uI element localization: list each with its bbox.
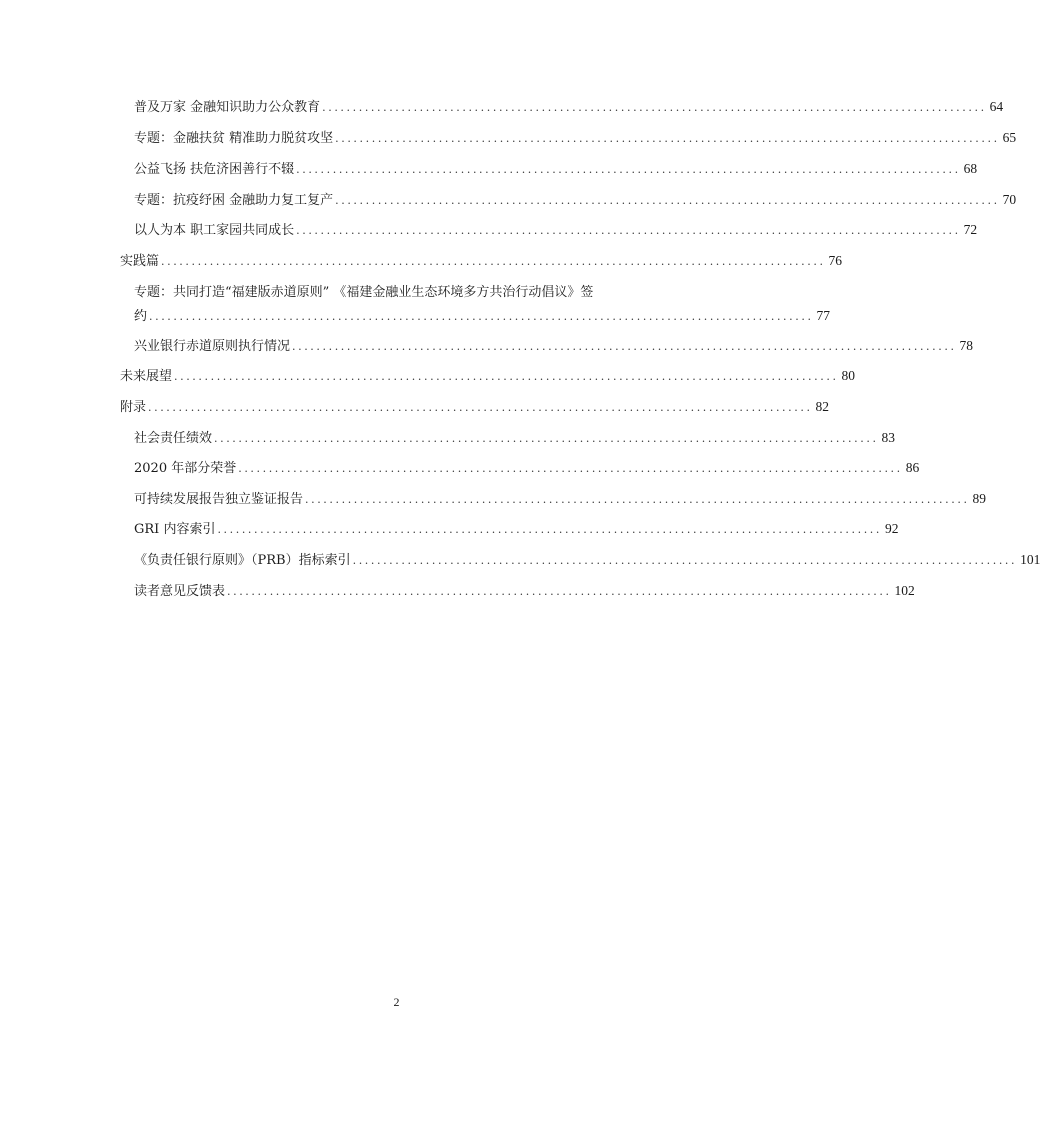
toc-entry[interactable] <box>134 428 896 448</box>
toc-entry[interactable] <box>134 519 899 539</box>
toc-entry-page: 83 <box>881 430 896 445</box>
toc-leader-dots: ............................................................................................................. <box>352 554 1018 567</box>
toc-entry-title: 2020 年部分荣誉 <box>134 461 237 476</box>
toc-entry-title: 读者意见反馈表 <box>134 584 226 599</box>
toc-entry-page: 76 <box>828 253 843 268</box>
toc-leader-dots: ............................................................................................................. <box>335 194 1000 207</box>
toc-entry-title: 专题：金融扶贫 精准助力脱贫攻坚 <box>134 131 334 146</box>
toc-leader-dots: ............................................................................................................. <box>161 255 826 268</box>
toc-leader-dots: ............................................................................................................. <box>292 340 957 353</box>
toc-entry[interactable] <box>134 97 1004 117</box>
toc-entry[interactable] <box>134 489 987 509</box>
toc-entry[interactable] <box>134 306 831 326</box>
toc-entry[interactable] <box>134 128 1017 148</box>
toc-entry[interactable] <box>134 581 915 601</box>
page-number: 2 <box>393 995 400 1009</box>
toc-entry-page: 65 <box>1002 130 1017 145</box>
toc-entry[interactable] <box>134 190 1017 210</box>
toc-entry-title: GRI 内容索引 <box>134 522 216 537</box>
toc-entry-page: 92 <box>884 521 899 536</box>
toc-leader-dots: ............................................................................................................. <box>217 523 882 536</box>
toc-entry-page: 89 <box>972 491 987 506</box>
toc-entry-title: 以人为本 职工家园共同成长 <box>134 223 295 238</box>
toc-leader-dots: ............................................................................................................. <box>148 401 813 414</box>
toc-entry-page: 77 <box>816 308 831 323</box>
toc-entry[interactable] <box>134 458 920 478</box>
toc-entry[interactable] <box>134 159 978 179</box>
toc-entry-page: 80 <box>841 368 856 383</box>
toc-entry-title: 约 <box>134 309 148 324</box>
toc-entry-page: 86 <box>905 460 920 475</box>
toc-entry-page: 82 <box>815 399 830 414</box>
toc-entry-title: 普及万家 金融知识助力公众教育 <box>134 100 321 115</box>
toc-entry-page: 68 <box>963 161 978 176</box>
toc-entry-title: 兴业银行赤道原则执行情况 <box>134 339 291 354</box>
toc-entry-section[interactable] <box>120 251 843 271</box>
toc-entry[interactable] <box>134 550 1040 570</box>
toc-leader-dots: ............................................................................................................. <box>149 310 814 323</box>
toc-entry-page: 78 <box>959 338 974 353</box>
toc-entry-title: 附录 <box>120 400 147 415</box>
toc-entry-title-line1[interactable]: 专题：共同打造“福建版赤道原则” 《福建金融业生态环境多方共治行动倡议》签 <box>134 285 594 300</box>
toc-entry-page: 72 <box>963 222 978 237</box>
toc-entry-title: 公益飞扬 扶危济困善行不辍 <box>134 162 295 177</box>
toc-leader-dots: ............................................................................................................. <box>174 370 839 383</box>
toc-leader-dots: ............................................................................................................. <box>296 224 961 237</box>
toc-entry-page: 70 <box>1002 192 1017 207</box>
toc-entry-page: 64 <box>989 99 1004 114</box>
toc-entry-section[interactable] <box>120 366 856 386</box>
toc-leader-dots: ............................................................................................................. <box>214 432 879 445</box>
toc-leader-dots: ............................................................................................................. <box>335 132 1000 145</box>
toc-entry[interactable] <box>134 336 974 356</box>
toc-entry-title: 实践篇 <box>120 254 160 269</box>
toc-entry-page: 102 <box>894 583 915 598</box>
toc-entry-page: 101 <box>1020 552 1040 567</box>
toc-entry-title: 未来展望 <box>120 369 173 384</box>
toc-leader-dots: ............................................................................................................. <box>322 101 987 114</box>
toc-entry-title: 《负责任银行原则》（PRB）指标索引 <box>134 553 351 568</box>
toc-entry-title: 社会责任绩效 <box>134 431 213 446</box>
toc-entry-title: 可持续发展报告独立鉴证报告 <box>134 492 304 507</box>
toc-leader-dots: ............................................................................................................. <box>227 585 892 598</box>
toc-leader-dots: ............................................................................................................. <box>296 163 961 176</box>
toc-leader-dots: ............................................................................................................. <box>238 462 903 475</box>
toc-entry[interactable] <box>134 220 978 240</box>
toc-entry-title: 专题：抗疫纾困 金融助力复工复产 <box>134 193 334 208</box>
toc-leader-dots: ............................................................................................................. <box>305 493 970 506</box>
toc-entry-section[interactable] <box>120 397 830 417</box>
